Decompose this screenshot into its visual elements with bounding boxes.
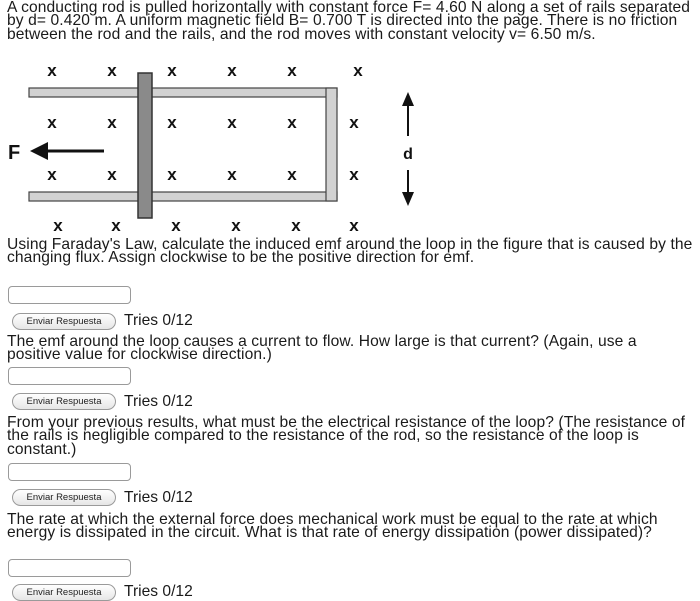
- question-3-text: From your previous results, what must be the electrical resistance of the loop? (The resistance of the rails is negligible compared to the resistance of the rod, so the resistance of the loop is constant.): [7, 414, 686, 458]
- question-2-text: The emf around the loop causes a current to flow. How large is that current? (Again, use a positive value for clockwise direction.): [7, 333, 637, 364]
- field-x-mark: x: [167, 165, 177, 184]
- question-1-tries: Tries 0/12: [124, 312, 193, 329]
- field-x-mark: x: [287, 61, 297, 80]
- field-x-mark: x: [349, 113, 359, 132]
- force-arrow-head: [30, 142, 48, 160]
- field-x-mark: x: [47, 61, 57, 80]
- field-x-mark: x: [53, 216, 63, 232]
- problem-statement: A conducting rod is pulled horizontally with constant force F= 4.60 N along a set of rails separated by d= 0.420 m. A uniform magnetic field B= 0.700 T is directed into the page. There is no friction between the rod and the rails, and the rod moves with constant velocity v= 6.50 m/s.: [7, 0, 691, 43]
- magnetic-field-marks: [47, 61, 363, 232]
- field-x-mark: x: [227, 61, 237, 80]
- field-x-mark: x: [353, 61, 363, 80]
- distance-label: d: [403, 146, 413, 163]
- rail-end-connector: [326, 88, 337, 201]
- distance-arrow-up-head: [402, 92, 414, 106]
- question-3-answer-input[interactable]: [8, 463, 131, 481]
- field-x-mark: x: [47, 165, 57, 184]
- field-x-mark: x: [287, 113, 297, 132]
- rod-rails-figure: [0, 56, 430, 232]
- question-3-tries: Tries 0/12: [124, 489, 193, 506]
- field-x-mark: x: [227, 165, 237, 184]
- question-4-tries: Tries 0/12: [124, 583, 193, 600]
- field-x-mark: x: [171, 216, 181, 232]
- question-1-text: Using Faraday's Law, calculate the induced emf around the loop in the figure that is caused by the changing flux. Assign clockwise to be the positive direction for emf.: [7, 236, 693, 267]
- question-2-tries: Tries 0/12: [124, 393, 193, 410]
- field-x-mark: x: [111, 216, 121, 232]
- force-label: F: [8, 142, 21, 164]
- top-rail: [29, 88, 337, 97]
- field-x-mark: x: [167, 113, 177, 132]
- field-x-mark: x: [227, 113, 237, 132]
- field-x-mark: x: [107, 113, 117, 132]
- question-1-submit-button[interactable]: Enviar Respuesta: [12, 313, 116, 330]
- field-x-mark: x: [349, 216, 359, 232]
- field-x-mark: x: [167, 61, 177, 80]
- bottom-rail: [29, 192, 337, 201]
- question-2-answer-input[interactable]: [8, 367, 131, 385]
- distance-arrow-down-head: [402, 192, 414, 206]
- field-x-mark: x: [287, 165, 297, 184]
- question-2-submit-button[interactable]: Enviar Respuesta: [12, 393, 116, 410]
- question-4-submit-button[interactable]: Enviar Respuesta: [12, 584, 116, 601]
- field-x-mark: x: [349, 165, 359, 184]
- field-x-mark: x: [47, 113, 57, 132]
- question-3-submit-button[interactable]: Enviar Respuesta: [12, 489, 116, 506]
- question-4-text: The rate at which the external force does mechanical work must be equal to the rate at which energy is dissipated in the circuit. What is that rate of energy dissipation (power dissipated)?: [7, 511, 658, 542]
- field-x-mark: x: [107, 61, 117, 80]
- field-x-mark: x: [231, 216, 241, 232]
- field-x-mark: x: [291, 216, 301, 232]
- question-1-answer-input[interactable]: [8, 286, 131, 304]
- field-x-mark: x: [107, 165, 117, 184]
- question-4-answer-input[interactable]: [8, 559, 131, 577]
- conducting-rod: [138, 73, 152, 218]
